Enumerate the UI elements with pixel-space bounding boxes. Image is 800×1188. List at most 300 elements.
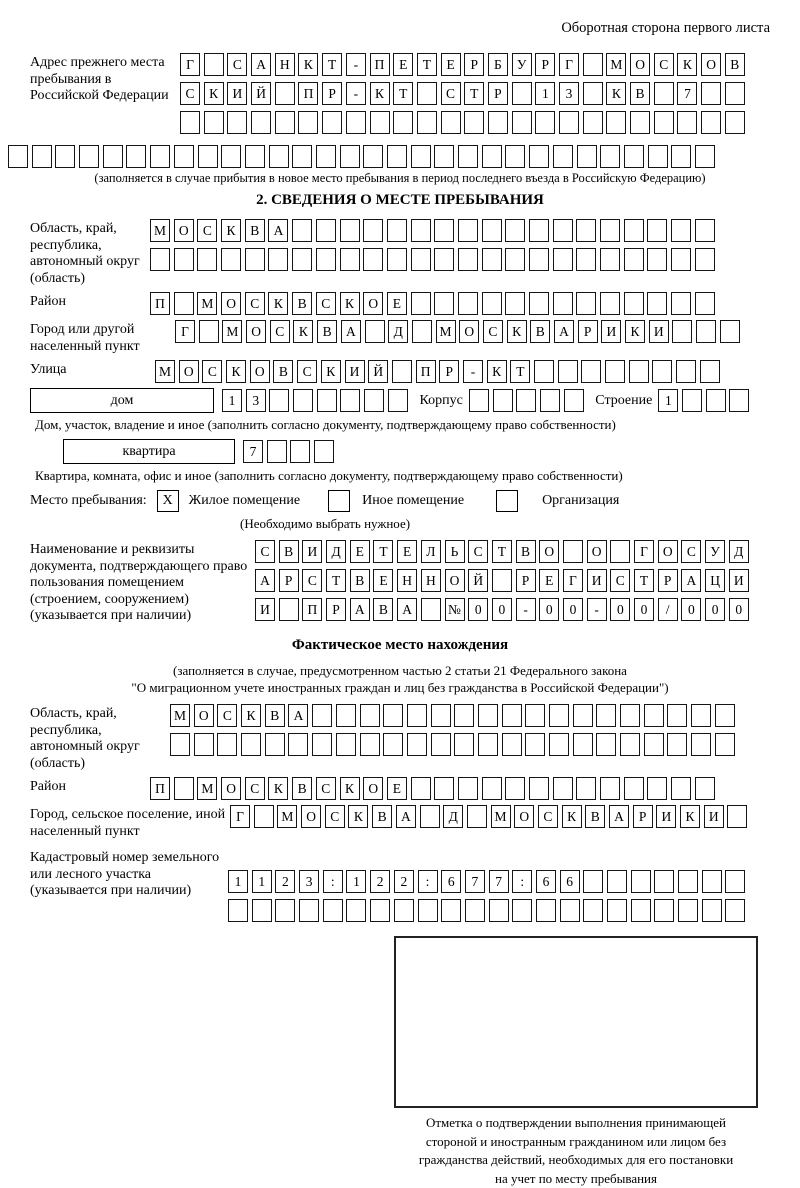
char-cell: 0 — [634, 598, 654, 621]
char-cell — [654, 899, 674, 922]
doc-label: Наименование и реквизиты документа, подтверждающего право пользования помещением (строением, сооружением) (указывается при наличии) — [30, 540, 255, 627]
char-cell — [549, 733, 569, 756]
char-cell — [529, 219, 549, 242]
char-cell: Р — [279, 569, 299, 592]
korpus-label: Корпус — [412, 393, 469, 409]
char-cell — [553, 292, 573, 315]
char-cell — [525, 704, 545, 727]
char-cell: 0 — [705, 598, 725, 621]
char-cell — [492, 569, 512, 592]
char-cell — [454, 704, 474, 727]
char-cell: П — [150, 777, 170, 800]
char-cell: О — [194, 704, 214, 727]
char-cell: К — [370, 82, 390, 105]
char-cell — [388, 389, 408, 412]
char-cell: И — [302, 540, 322, 563]
char-cell — [553, 145, 573, 168]
char-cell — [441, 899, 461, 922]
char-cell — [312, 704, 332, 727]
char-cell: О — [363, 292, 383, 315]
char-cell — [411, 292, 431, 315]
char-cell — [387, 145, 407, 168]
char-cell — [434, 292, 454, 315]
char-grid-row — [180, 82, 749, 105]
char-cell — [245, 145, 265, 168]
char-cell: О — [514, 805, 534, 828]
char-cell — [558, 360, 578, 383]
char-cell: В — [350, 569, 370, 592]
char-cell: А — [268, 219, 288, 242]
char-cell: 0 — [539, 598, 559, 621]
char-cell — [647, 292, 667, 315]
char-cell — [672, 320, 692, 343]
char-cell — [417, 111, 437, 134]
char-cell — [573, 704, 593, 727]
char-cell — [227, 111, 247, 134]
char-grid-row — [170, 704, 739, 727]
actual-location-title: Фактическое место нахождения — [30, 637, 770, 654]
char-cell — [458, 292, 478, 315]
char-cell: С — [297, 360, 317, 383]
char-cell — [174, 145, 194, 168]
char-cell — [174, 292, 194, 315]
street-label: Улица — [30, 360, 155, 383]
char-cell: С — [325, 805, 345, 828]
char-cell — [383, 704, 403, 727]
char-cell — [529, 292, 549, 315]
char-cell: И — [649, 320, 669, 343]
char-cell: Т — [492, 540, 512, 563]
char-cell — [596, 733, 616, 756]
char-cell — [624, 292, 644, 315]
char-cell: - — [587, 598, 607, 621]
char-cell: 6 — [560, 870, 580, 893]
char-cell: Г — [634, 540, 654, 563]
char-cell — [290, 440, 310, 463]
char-cell — [370, 111, 390, 134]
char-cell: 7 — [465, 870, 485, 893]
char-cell — [245, 248, 265, 271]
char-cell: М — [197, 292, 217, 315]
char-cell: В — [265, 704, 285, 727]
char-cell: Е — [387, 292, 407, 315]
char-cell: К — [298, 53, 318, 76]
char-cell: 3 — [559, 82, 579, 105]
char-cell: В — [245, 219, 265, 242]
char-cell: Т — [417, 53, 437, 76]
char-cell: А — [251, 53, 271, 76]
char-cell — [174, 777, 194, 800]
house-number-cells — [222, 389, 412, 412]
char-cell — [482, 248, 502, 271]
char-cell: М — [222, 320, 242, 343]
char-cell — [412, 320, 432, 343]
char-cell: О — [221, 292, 241, 315]
char-cell: О — [701, 53, 721, 76]
char-cell — [512, 899, 532, 922]
char-cell: 2 — [370, 870, 390, 893]
char-cell: М — [606, 53, 626, 76]
char-cell: О — [221, 777, 241, 800]
char-cell: К — [606, 82, 626, 105]
char-cell: 6 — [441, 870, 461, 893]
char-cell — [512, 111, 532, 134]
char-cell: К — [226, 360, 246, 383]
char-cell: А — [350, 598, 370, 621]
char-cell — [336, 733, 356, 756]
char-cell: Т — [322, 53, 342, 76]
char-cell — [199, 320, 219, 343]
char-cell: К — [321, 360, 341, 383]
char-cell — [316, 145, 336, 168]
char-cell: В — [273, 360, 293, 383]
char-cell — [482, 145, 502, 168]
char-cell: С — [302, 569, 322, 592]
char-cell: : — [512, 870, 532, 893]
char-cell: С — [180, 82, 200, 105]
char-cell — [241, 733, 261, 756]
char-cell: С — [483, 320, 503, 343]
char-cell: 2 — [275, 870, 295, 893]
char-grid-row — [255, 598, 752, 621]
char-cell — [217, 733, 237, 756]
char-cell — [652, 360, 672, 383]
char-cell — [204, 111, 224, 134]
char-cell — [299, 899, 319, 922]
stay-type-row — [30, 490, 770, 512]
char-cell — [715, 704, 735, 727]
stamp-caption-line: стороной и иностранным гражданином или лицом без — [394, 1133, 758, 1152]
char-grid-row — [255, 569, 752, 592]
char-cell — [434, 145, 454, 168]
char-cell: К — [625, 320, 645, 343]
char-cell — [180, 111, 200, 134]
char-cell: С — [202, 360, 222, 383]
checkbox-inoe — [328, 490, 350, 512]
char-cell: Е — [441, 53, 461, 76]
char-cell: 1 — [252, 870, 272, 893]
char-cell — [407, 733, 427, 756]
char-cell — [336, 704, 356, 727]
char-cell — [583, 53, 603, 76]
char-cell: С — [245, 777, 265, 800]
char-cell — [482, 292, 502, 315]
char-cell: С — [316, 292, 336, 315]
char-cell — [221, 248, 241, 271]
char-cell — [194, 733, 214, 756]
char-cell: Е — [373, 569, 393, 592]
char-cell — [482, 219, 502, 242]
char-cell: Т — [373, 540, 393, 563]
char-cell — [298, 111, 318, 134]
char-cell: Т — [464, 82, 484, 105]
char-cell — [346, 899, 366, 922]
char-cell — [420, 805, 440, 828]
char-cell: 1 — [346, 870, 366, 893]
char-cell: Н — [275, 53, 295, 76]
char-grid-row — [155, 360, 724, 383]
char-cell — [363, 248, 383, 271]
char-cell — [493, 389, 513, 412]
char-cell: Р — [464, 53, 484, 76]
char-cell: Т — [326, 569, 346, 592]
char-cell: 0 — [563, 598, 583, 621]
house-caption: Дом, участок, владение и иное (заполнить согласно документу, подтверждающему право собственности) — [35, 417, 770, 433]
char-cell: В — [530, 320, 550, 343]
char-cell — [534, 360, 554, 383]
char-cell — [293, 389, 313, 412]
char-cell — [560, 899, 580, 922]
char-cell — [314, 440, 334, 463]
char-cell — [682, 389, 702, 412]
char-cell: П — [298, 82, 318, 105]
char-cell — [701, 82, 721, 105]
char-cell — [607, 899, 627, 922]
district-label: Район — [30, 292, 150, 315]
char-cell — [275, 111, 295, 134]
char-cell — [576, 777, 596, 800]
char-cell: В — [317, 320, 337, 343]
char-cell: 0 — [729, 598, 749, 621]
char-cell: К — [293, 320, 313, 343]
stamp-caption-line: на учет по месту пребывания — [394, 1170, 758, 1188]
char-cell: К — [204, 82, 224, 105]
char-cell: К — [677, 53, 697, 76]
char-cell: Е — [350, 540, 370, 563]
char-cell — [387, 248, 407, 271]
city-block — [30, 320, 770, 355]
char-cell: Д — [443, 805, 463, 828]
char-cell: И — [587, 569, 607, 592]
char-cell: П — [302, 598, 322, 621]
char-cell — [559, 111, 579, 134]
char-cell: Д — [388, 320, 408, 343]
char-cell — [563, 540, 583, 563]
char-cell — [363, 145, 383, 168]
char-cell — [600, 248, 620, 271]
char-cell — [720, 320, 740, 343]
char-cell: М — [197, 777, 217, 800]
char-cell: С — [654, 53, 674, 76]
char-cell: - — [346, 82, 366, 105]
char-cell: Р — [516, 569, 536, 592]
char-cell: П — [150, 292, 170, 315]
char-cell — [529, 145, 549, 168]
apartment-box: квартира — [63, 439, 235, 464]
char-cell — [671, 248, 691, 271]
option-organizacia-label: Организация — [542, 493, 619, 509]
char-cell — [393, 111, 413, 134]
prev-address-grid — [180, 53, 749, 140]
char-cell — [695, 777, 715, 800]
char-cell — [458, 219, 478, 242]
char-cell — [583, 82, 603, 105]
char-grid-row — [150, 292, 719, 315]
char-cell — [316, 219, 336, 242]
char-cell — [465, 899, 485, 922]
char-grid-row — [170, 733, 739, 756]
char-cell: У — [705, 540, 725, 563]
char-cell — [458, 777, 478, 800]
char-cell — [482, 777, 502, 800]
char-cell — [387, 219, 407, 242]
char-cell — [275, 899, 295, 922]
char-cell — [529, 777, 549, 800]
char-cell — [269, 389, 289, 412]
apartment-cells — [243, 440, 338, 463]
char-cell: Е — [539, 569, 559, 592]
char-cell — [204, 53, 224, 76]
char-cell — [421, 598, 441, 621]
char-cell — [706, 389, 726, 412]
cadastral-grid — [228, 848, 749, 928]
char-cell — [340, 248, 360, 271]
char-cell — [700, 360, 720, 383]
char-grid-row — [180, 53, 749, 76]
char-cell — [340, 389, 360, 412]
char-cell — [394, 899, 414, 922]
house-row — [30, 388, 770, 413]
char-cell: А — [396, 805, 416, 828]
char-cell: 1 — [228, 870, 248, 893]
char-cell: С — [441, 82, 461, 105]
char-cell — [702, 870, 722, 893]
char-cell — [600, 145, 620, 168]
char-cell — [535, 111, 555, 134]
char-cell: К — [340, 292, 360, 315]
char-cell — [577, 145, 597, 168]
char-cell: Д — [729, 540, 749, 563]
char-cell: Р — [633, 805, 653, 828]
char-cell: К — [268, 777, 288, 800]
char-cell — [254, 805, 274, 828]
char-cell: - — [516, 598, 536, 621]
char-cell: И — [601, 320, 621, 343]
char-cell — [576, 219, 596, 242]
char-cell — [478, 733, 498, 756]
char-cell: Р — [326, 598, 346, 621]
char-cell: О — [301, 805, 321, 828]
char-cell — [441, 111, 461, 134]
char-cell — [340, 145, 360, 168]
char-cell: Б — [488, 53, 508, 76]
char-cell: С — [316, 777, 336, 800]
char-cell — [478, 704, 498, 727]
char-cell: В — [279, 540, 299, 563]
char-cell: С — [610, 569, 630, 592]
char-cell: И — [345, 360, 365, 383]
option-zhiloe-label: Жилое помещение — [189, 493, 300, 509]
char-cell: 2 — [394, 870, 414, 893]
char-cell: А — [341, 320, 361, 343]
char-cell — [691, 704, 711, 727]
char-cell: Р — [535, 53, 555, 76]
char-cell — [671, 292, 691, 315]
char-cell — [55, 145, 75, 168]
char-cell: Р — [488, 82, 508, 105]
char-cell — [252, 899, 272, 922]
char-cell — [323, 899, 343, 922]
char-cell — [583, 870, 603, 893]
char-cell: Т — [393, 82, 413, 105]
char-cell: Л — [421, 540, 441, 563]
char-cell: 7 — [489, 870, 509, 893]
char-cell — [317, 389, 337, 412]
char-cell: Г — [180, 53, 200, 76]
char-cell: И — [227, 82, 247, 105]
char-cell: 6 — [536, 870, 556, 893]
char-cell: 1 — [535, 82, 555, 105]
stamp-box — [394, 936, 758, 1108]
char-cell: И — [704, 805, 724, 828]
char-cell — [275, 82, 295, 105]
char-cell: С — [227, 53, 247, 76]
char-cell — [667, 704, 687, 727]
char-cell — [624, 248, 644, 271]
char-cell: С — [681, 540, 701, 563]
char-cell — [288, 733, 308, 756]
street-block — [30, 360, 770, 383]
char-cell — [678, 870, 698, 893]
char-cell — [725, 111, 745, 134]
char-cell: К — [241, 704, 261, 727]
char-cell: Р — [439, 360, 459, 383]
char-cell — [671, 777, 691, 800]
char-cell — [647, 219, 667, 242]
house-box: дом — [30, 388, 214, 413]
section2-title: 2. СВЕДЕНИЯ О МЕСТЕ ПРЕБЫВАНИЯ — [30, 192, 770, 209]
char-cell — [727, 805, 747, 828]
char-cell — [370, 899, 390, 922]
char-cell: О — [174, 219, 194, 242]
char-cell — [600, 219, 620, 242]
char-cell — [392, 360, 412, 383]
cadastral-label: Кадастровый номер земельного или лесного участка (указывается при наличии) — [30, 848, 228, 928]
char-cell: 1 — [222, 389, 242, 412]
char-cell — [654, 870, 674, 893]
char-cell — [265, 733, 285, 756]
char-cell: К — [340, 777, 360, 800]
char-cell: Ь — [445, 540, 465, 563]
char-cell: В — [292, 777, 312, 800]
char-cell: Г — [563, 569, 583, 592]
char-cell — [576, 292, 596, 315]
char-cell: К — [562, 805, 582, 828]
char-cell — [269, 145, 289, 168]
char-cell: Й — [468, 569, 488, 592]
prev-address-caption: (заполняется в случае прибытия в новое место пребывания в период последнего въезда в Российскую Федерацию) — [30, 171, 770, 186]
char-cell: - — [463, 360, 483, 383]
char-cell: С — [245, 292, 265, 315]
char-cell — [221, 145, 241, 168]
char-cell — [411, 219, 431, 242]
char-cell — [600, 292, 620, 315]
char-cell — [553, 248, 573, 271]
char-cell: Г — [230, 805, 250, 828]
actual-location-notes — [30, 662, 770, 696]
char-cell: Ц — [705, 569, 725, 592]
char-cell: В — [516, 540, 536, 563]
char-cell: Д — [326, 540, 346, 563]
char-cell: 0 — [492, 598, 512, 621]
char-cell — [525, 733, 545, 756]
char-cell — [8, 145, 28, 168]
char-grid-row — [150, 248, 719, 271]
char-cell — [631, 870, 651, 893]
stamp-caption-line: Отметка о подтверждении выполнения принимающей — [394, 1114, 758, 1133]
actual-region-label: Область, край, республика, автономный округ (область) — [30, 704, 170, 772]
char-cell: О — [179, 360, 199, 383]
